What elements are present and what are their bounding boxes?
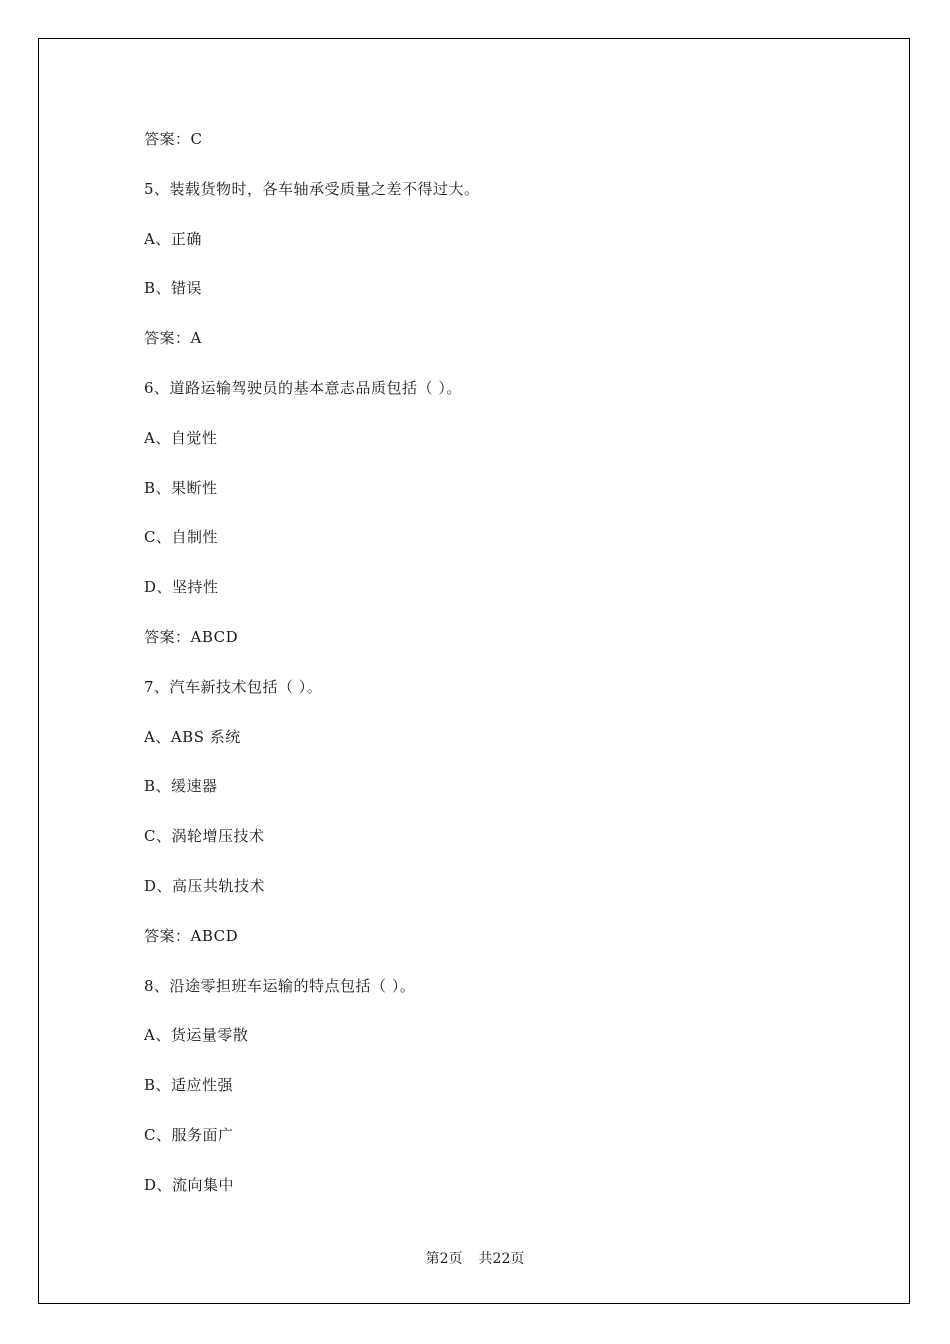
answer-line: 答案：ABCD: [144, 926, 239, 945]
question-7: 7、汽车新技术包括（ ）。: [144, 677, 323, 696]
option-d: D、坚持性: [144, 578, 219, 597]
option-b: B、果断性: [144, 478, 218, 497]
option-c: C、涡轮增压技术: [144, 827, 265, 846]
question-8: 8、沿途零担班车运输的特点包括（ ）。: [144, 976, 416, 995]
option-c: C、服务面广: [144, 1125, 234, 1144]
option-c: C、自制性: [144, 528, 218, 547]
page-total: 共22页: [478, 1251, 525, 1267]
option-b: B、错误: [144, 279, 203, 298]
option-a: A、货运量零散: [144, 1026, 249, 1045]
option-a: A、正确: [144, 229, 202, 248]
answer-line: 答案：ABCD: [144, 627, 239, 646]
option-d: D、流向集中: [144, 1175, 235, 1194]
option-d: D、高压共轨技术: [144, 876, 266, 895]
option-a: A、自觉性: [144, 428, 218, 447]
answer-line: 答案：A: [144, 329, 202, 348]
page-footer: [0, 1248, 950, 1268]
question-5: 5、装载货物时，各车轴承受质量之差不得过大。: [144, 179, 480, 198]
question-6: 6、道路运输驾驶员的基本意志品质包括（ ）。: [144, 378, 462, 397]
option-b: B、适应性强: [144, 1076, 234, 1095]
page-number: 第2页: [425, 1251, 463, 1267]
answer-line: 答案：C: [144, 130, 203, 148]
option-a: A、ABS 系统: [144, 727, 241, 746]
document-body: [144, 128, 844, 1224]
option-b: B、缓速器: [144, 777, 218, 796]
